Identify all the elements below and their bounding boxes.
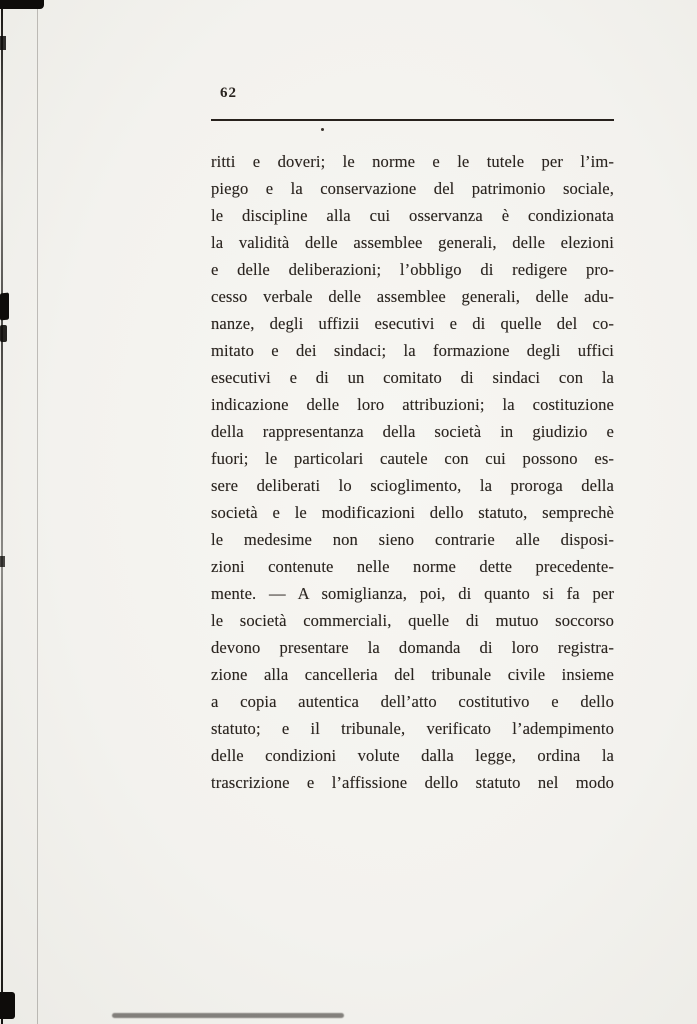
- text-line: statuto; e il tribunale, verificato l’adempimento: [211, 719, 614, 738]
- text-line: ritti e doveri; le norme e le tutele per l’im-: [211, 152, 614, 171]
- text-line: mitato e dei sindaci; la formazione degli uffici: [211, 341, 614, 360]
- text-line: società e le modificazioni dello statuto, semprechè: [211, 503, 614, 522]
- text-line: le società commerciali, quelle di mutuo soccorso: [211, 611, 614, 630]
- text-line: delle condizioni volute dalla legge, ordina la: [211, 746, 614, 765]
- body-text: [211, 148, 614, 796]
- text-line: piego e la conservazione del patrimonio sociale,: [211, 179, 614, 198]
- text-line: la validità delle assemblee generali, delle elezioni: [211, 233, 614, 252]
- scan-artifact-mid-edge-2: [0, 325, 7, 342]
- text-line: e delle deliberazioni; l’obbligo di redigere pro-: [211, 260, 614, 279]
- text-line: le medesime non sieno contrarie alle disposi-: [211, 530, 614, 549]
- text-line: indicazione delle loro attribuzioni; la costituzione: [211, 395, 614, 414]
- text-line: trascrizione e l’affissione dello statuto nel modo: [211, 773, 614, 792]
- scan-artifact-top-left: [0, 0, 44, 9]
- text-line: esecutivi e di un comitato di sindaci con la: [211, 368, 614, 387]
- text-line: fuori; le particolari cautele con cui possono es-: [211, 449, 614, 468]
- text-line: mente. — A somiglianza, poi, di quanto si fa per: [211, 584, 614, 603]
- scan-edge-shadow: [1, 0, 3, 1024]
- scan-artifact-mid-edge-3: [0, 556, 5, 567]
- page-number: 62: [220, 85, 237, 101]
- text-line: della rappresentanza della società in giudizio e: [211, 422, 614, 441]
- text-line: zione alla cancelleria del tribunale civile insieme: [211, 665, 614, 684]
- header-rule: [211, 119, 614, 121]
- text-line: sere deliberati lo scioglimento, la proroga della: [211, 476, 614, 495]
- scan-artifact-mid-edge-1: [0, 292, 9, 320]
- text-line: cesso verbale delle assemblee generali, delle adu-: [211, 287, 614, 306]
- scan-smudge-bottom: [112, 1013, 344, 1018]
- scan-artifact-upper-edge: [0, 36, 6, 50]
- text-line: le discipline alla cui osservanza è condizionata: [211, 206, 614, 225]
- text-line: zioni contenute nelle norme dette precedente-: [211, 557, 614, 576]
- scan-artifact-bottom-left: [0, 992, 15, 1019]
- text-line: devono presentare la domanda di loro registra-: [211, 638, 614, 657]
- text-line: nanze, degli uffizii esecutivi e di quelle del co-: [211, 314, 614, 333]
- page-crease-line: [37, 0, 38, 1024]
- text-line: a copia autentica dell’atto costitutivo e dello: [211, 692, 614, 711]
- text-block: [211, 84, 614, 796]
